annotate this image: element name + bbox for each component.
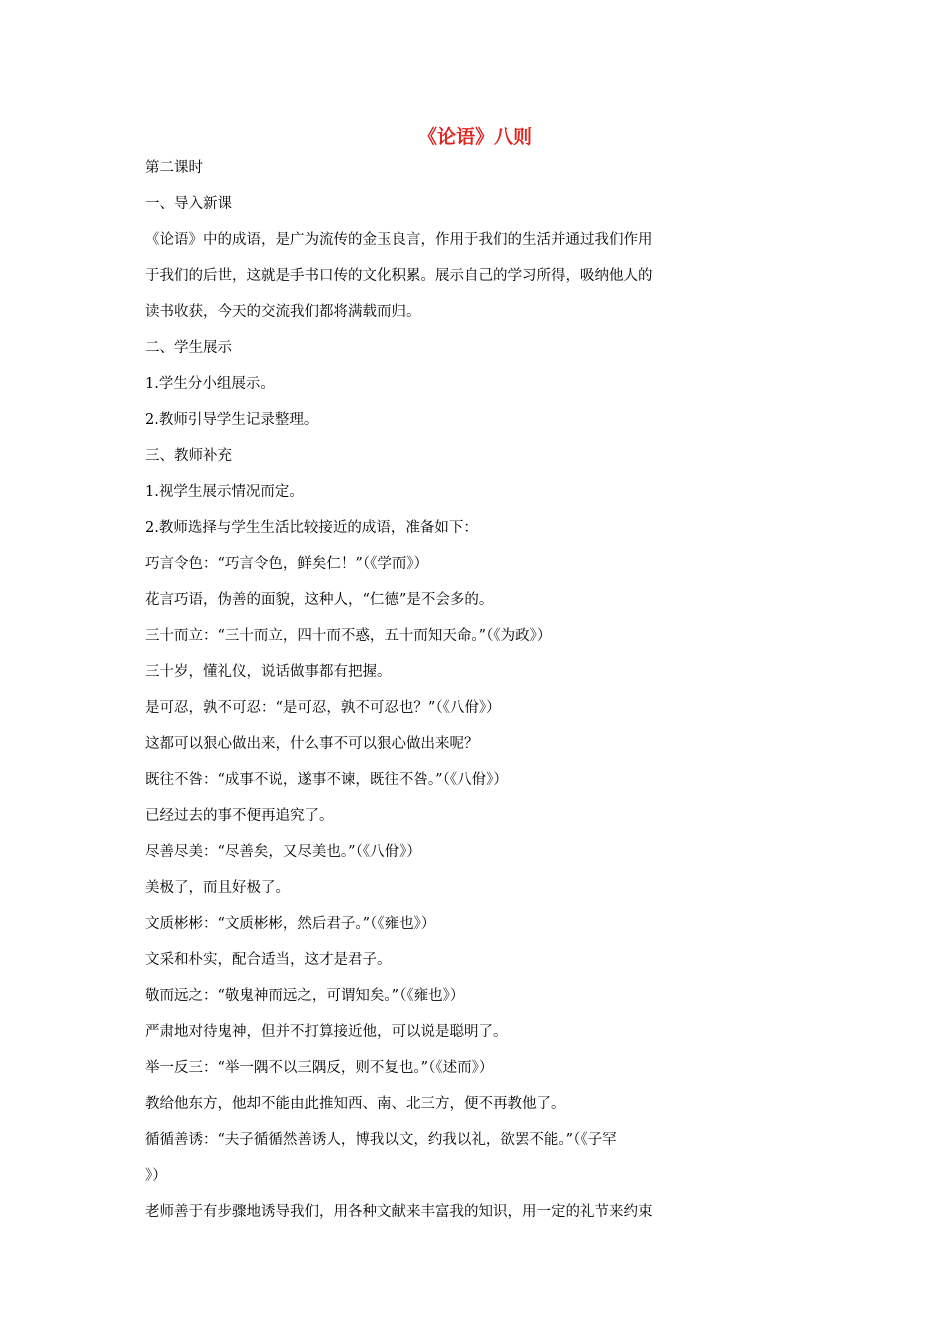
text-line: 三、教师补充 (145, 448, 232, 464)
text-line: 循循善诱：“夫子循循然善诱人，博我以文，约我以礼，欲罢不能。”（《子罕 (145, 1132, 617, 1148)
text-line: 尽善尽美：“尽善矣，又尽美也。”（《八佾》） (145, 844, 421, 860)
text-line: 三十岁，懂礼仪，说话做事都有把握。 (145, 664, 392, 680)
text-line: 举一反三：“举一隅不以三隅反，则不复也。”（《述而》） (145, 1060, 494, 1076)
text-line: 2.教师引导学生记录整理。 (145, 412, 319, 428)
document-body (145, 150, 745, 1230)
text-line: 花言巧语，伪善的面貌，这种人，“仁德”是不会多的。 (145, 592, 494, 608)
text-line: 既往不咎：“成事不说，遂事不谏，既往不咎。”（《八佾》） (145, 772, 508, 788)
text-line: 二、学生展示 (145, 340, 232, 356)
text-line: 1.学生分小组展示。 (145, 376, 275, 392)
text-line: 一、导入新课 (145, 196, 232, 212)
text-line: 1.视学生展示情况而定。 (145, 484, 304, 500)
text-line: 已经过去的事不便再追究了。 (145, 808, 334, 824)
text-line: 读书收获，今天的交流我们都将满载而归。 (145, 304, 421, 320)
text-line: 老师善于有步骤地诱导我们，用各种文献来丰富我的知识，用一定的礼节来约束 (145, 1204, 653, 1220)
text-line: 文采和朴实，配合适当，这才是君子。 (145, 952, 392, 968)
text-line: 美极了，而且好极了。 (145, 880, 290, 896)
text-line: 《论语》中的成语，是广为流传的金玉良言，作用于我们的生活并通过我们作用 (145, 232, 653, 248)
text-line: 这都可以狠心做出来，什么事不可以狠心做出来呢？ (145, 736, 479, 752)
document-title: 《论语》八则 (417, 126, 532, 148)
text-line: 是可忍，孰不可忍：“是可忍，孰不可忍也？”（《八佾》） (145, 700, 501, 716)
text-line: 敬而远之：“敬鬼神而远之，可谓知矣。”（《雍也》） (145, 988, 465, 1004)
text-line: 第二课时 (145, 160, 203, 176)
text-line: 三十而立：“三十而立，四十而不惑，五十而知天命。”（《为政》） (145, 628, 552, 644)
text-line: 教给他东方，他却不能由此推知西、南、北三方，便不再教他了。 (145, 1096, 566, 1112)
text-line: 2.教师选择与学生生活比较接近的成语，准备如下： (145, 520, 478, 536)
text-line: 文质彬彬：“文质彬彬，然后君子。”（《雍也》） (145, 916, 436, 932)
text-line: 》） (145, 1168, 167, 1184)
text-line: 于我们的后世，这就是手书口传的文化积累。展示自己的学习所得，吸纳他人的 (145, 268, 653, 284)
text-line: 严肃地对待鬼神，但并不打算接近他，可以说是聪明了。 (145, 1024, 508, 1040)
text-line: 巧言令色：“巧言令色，鲜矣仁！”（《学而》） (145, 556, 429, 572)
